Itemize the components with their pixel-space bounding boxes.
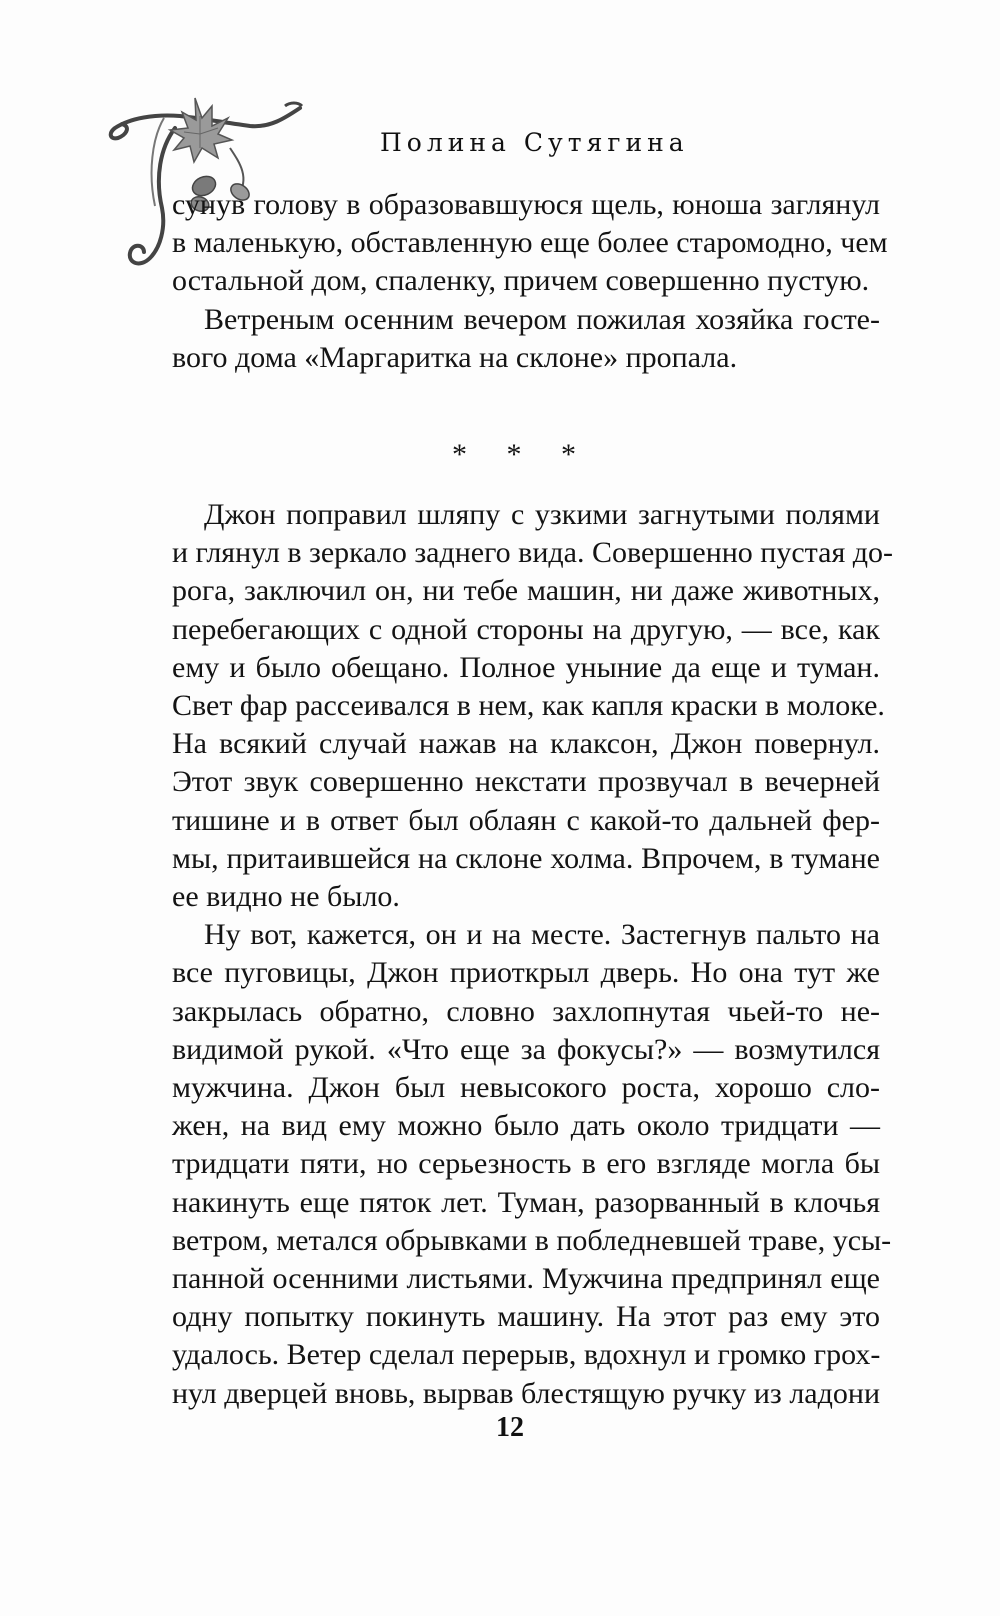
text-block-1: [172, 186, 888, 377]
paragraph: [172, 301, 880, 377]
paragraph: [172, 916, 892, 1413]
text-line: мы, притаившейся на склоне холма. Впрочем, в тумане: [172, 841, 880, 875]
text-line: панной осенними листьями. Мужчина предпринял еще: [172, 1262, 880, 1296]
text-line: видимой рукой. «Что еще за фокусы?» — возмутился: [172, 1032, 880, 1066]
text-line: сунув голову в образовавшуюся щель, юноша заглянул: [172, 188, 880, 221]
text-line: все пуговицы, Джон приоткрыл дверь. Но она тут же: [172, 956, 880, 990]
text-line: Ветреным осенним вечером пожилая хозяйка госте-: [204, 302, 880, 336]
paragraph: [172, 186, 888, 301]
text-line: Джон поправил шляпу с узкими загнутыми полями: [204, 498, 880, 531]
section-separator: * * *: [452, 438, 576, 471]
text-line: тридцати пяти, но серьезность в его взгляде могла бы: [172, 1147, 880, 1181]
text-line: вого дома «Маргаритка на склоне» пропала.: [172, 340, 738, 374]
text-line: и глянул в зеркало заднего вида. Совершенно пустая до-: [172, 536, 894, 570]
text-line: закрылась обратно, словно захлопнутая чьей-то не-: [172, 994, 880, 1028]
text-line: удалось. Ветер сделал перерыв, вдохнул и громко грох-: [172, 1338, 881, 1372]
text-block-2: [172, 496, 894, 1413]
running-head-title: Полина Сутягина: [380, 128, 689, 157]
text-line: Этот звук совершенно некстати прозвучал в вечерней: [172, 765, 880, 799]
text-line: накинуть еще пяток лет. Туман, разорванный в клочья: [172, 1185, 880, 1219]
text-line: перебегающих с одной стороны на другую, — все, как: [172, 612, 880, 646]
text-line: На всякий случай нажав на клаксон, Джон повернул.: [172, 727, 880, 761]
text-line: мужчина. Джон был невысокого роста, хорошо сло-: [172, 1071, 880, 1105]
paragraph: [172, 496, 894, 916]
page-number: 12: [496, 1412, 524, 1443]
text-line: нул дверцей вновь, вырвав блестящую ручку из ладони: [172, 1376, 880, 1410]
text-line: жен, на вид ему можно было дать около тридцати —: [172, 1109, 880, 1143]
text-line: одну попытку покинуть машину. На этот раз ему это: [172, 1300, 880, 1334]
text-line: ему и было обещано. Полное уныние да еще и туман.: [172, 650, 880, 684]
text-line: остальной дом, спаленку, причем совершенно пустую.: [172, 264, 870, 298]
text-line: в маленькую, обставленную еще более старомодно, чем: [172, 226, 888, 260]
text-line: ее видно не было.: [172, 880, 400, 914]
text-line: ветром, метался обрывками в побледневшей траве, усы-: [172, 1223, 892, 1257]
text-line: Свет фар рассеивался в нем, как капля краски в молоке.: [172, 689, 885, 723]
text-line: тишине и в ответ был облаян с какой-то дальней фер-: [172, 803, 880, 837]
text-line: Ну вот, кажется, он и на месте. Застегнув пальто на: [204, 918, 880, 952]
text-line: рога, заключил он, ни тебе машин, ни даже животных,: [172, 574, 880, 608]
